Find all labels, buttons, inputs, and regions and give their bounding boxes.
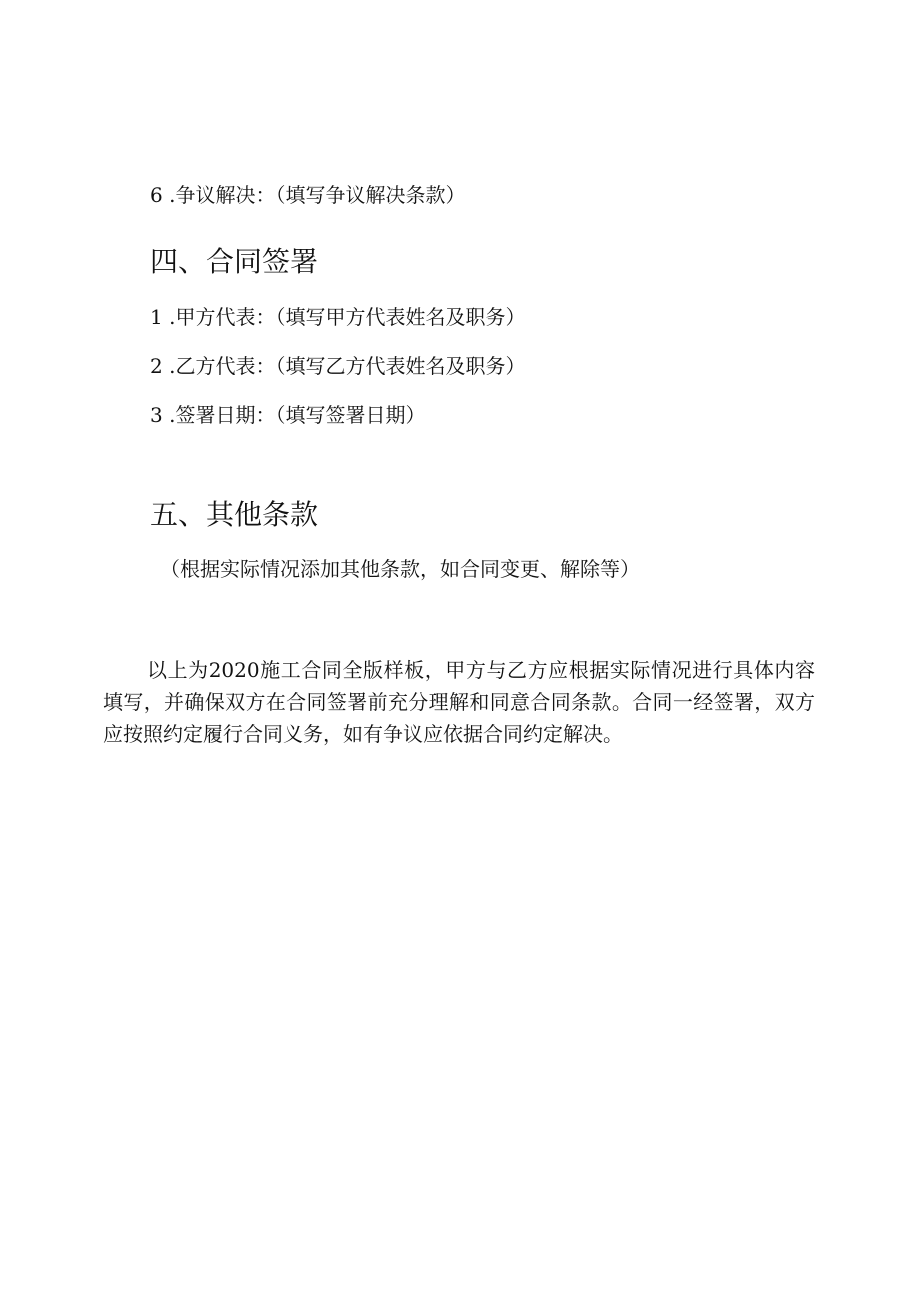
item-text: .签署日期：（填写签署日期） bbox=[169, 403, 426, 427]
clause-6 bbox=[150, 181, 465, 209]
signing-item-date bbox=[150, 401, 425, 429]
item-number: 3 bbox=[150, 403, 163, 427]
item-number: 1 bbox=[150, 305, 163, 329]
signing-item-party-a bbox=[150, 303, 525, 331]
section-heading-contract-signing: 四、合同签署 bbox=[150, 245, 319, 278]
clause-text: .争议解决：（填写争议解决条款） bbox=[169, 183, 466, 207]
signing-item-party-b bbox=[150, 352, 525, 380]
section-heading-other-terms: 五、其他条款 bbox=[150, 498, 319, 531]
clause-number: 6 bbox=[150, 183, 163, 207]
closing-paragraph: 以上为2020施工合同全版样板，甲方与乙方应根据实际情况进行具体内容填写，并确保双方在合同签署前充分理解和同意合同条款。合同一经签署，双方应按照约定履行合同义务，如有争议应依据合同约定解决。 bbox=[103, 658, 815, 746]
item-text: .乙方代表：（填写乙方代表姓名及职务） bbox=[169, 354, 526, 378]
item-text: .甲方代表：（填写甲方代表姓名及职务） bbox=[169, 305, 526, 329]
item-number: 2 bbox=[150, 354, 163, 378]
other-terms-note: （根据实际情况添加其他条款，如合同变更、解除等） bbox=[160, 557, 640, 581]
